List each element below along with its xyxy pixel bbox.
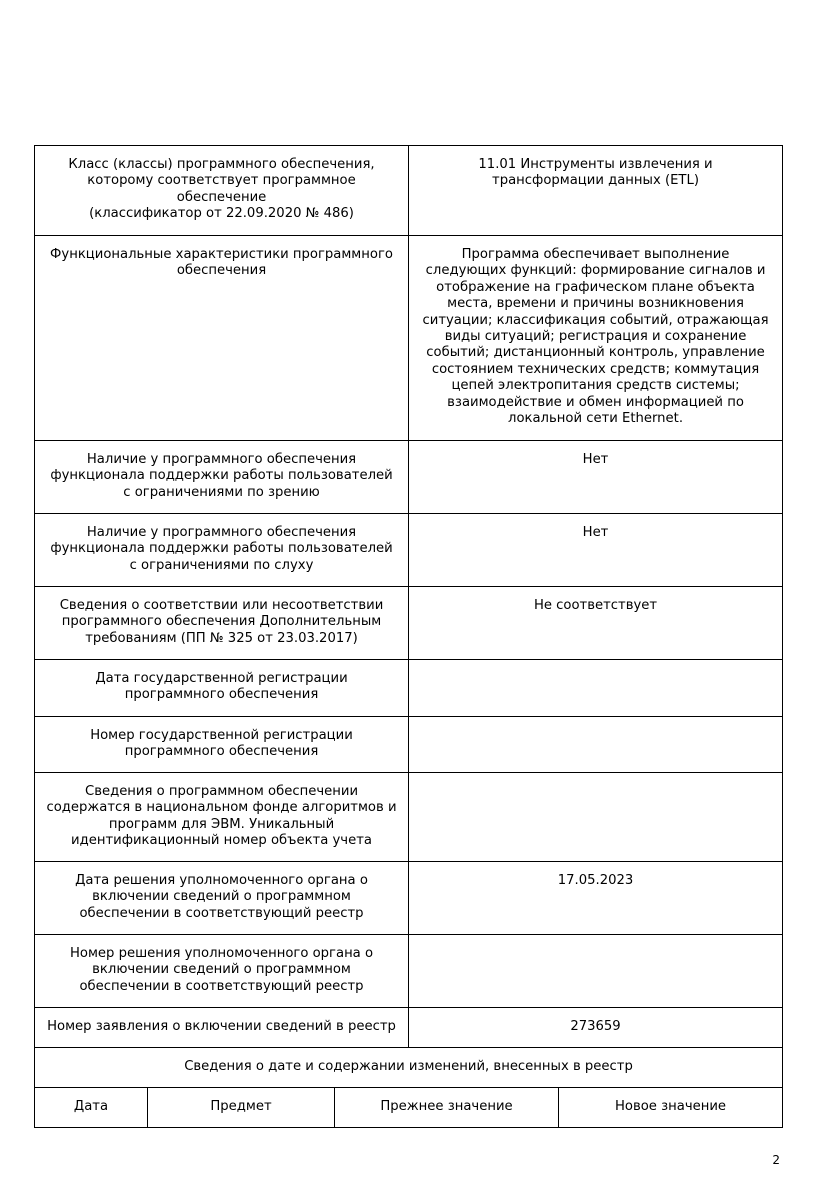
row-value: 17.05.2023	[409, 862, 783, 935]
page-number: 2	[772, 1153, 780, 1167]
row-label: Номер решения уполномоченного органа о включении сведений о программном обеспечении в соответствующий реестр	[35, 935, 409, 1008]
table-row	[35, 587, 783, 660]
row-value: Программа обеспечивает выполнение следующих функций: формирование сигналов и отображение на графическом плане объекта места, времени и причины возникновения ситуации; классификация событий, отражающая виды ситуаций; регистрация и сохранение событий; дистанционный контроль, управление состоянием технических средств; коммутация цепей электропитания средств системы; взаимодействие и обмен информацией по локальной сети Ethernet.	[409, 236, 783, 441]
column-header-old-value: Прежнее значение	[335, 1088, 559, 1128]
row-label: Дата государственной регистрации программного обеспечения	[35, 660, 409, 717]
column-header-subject: Предмет	[148, 1088, 335, 1128]
changes-header-row	[35, 1088, 783, 1128]
row-value: Не соответствует	[409, 587, 783, 660]
row-label: Наличие у программного обеспечения функционала поддержки работы пользователей с ограничениями по слуху	[35, 514, 409, 587]
row-label: Сведения о соответствии или несоответствии программного обеспечения Дополнительным требованиям (ПП № 325 от 23.03.2017)	[35, 587, 409, 660]
row-label: Класс (классы) программного обеспечения, которому соответствует программное обеспечение (классификатор от 22.09.2020 № 486)	[35, 146, 409, 236]
row-value	[409, 717, 783, 773]
table-row	[35, 660, 783, 717]
row-label: Функциональные характеристики программного обеспечения	[35, 236, 409, 441]
table-row	[35, 514, 783, 587]
table-row	[35, 773, 783, 862]
changes-title-row	[35, 1048, 783, 1088]
row-value: Нет	[409, 514, 783, 587]
column-header-new-value: Новое значение	[559, 1088, 783, 1128]
row-label: Номер государственной регистрации программного обеспечения	[35, 717, 409, 773]
table-row	[35, 441, 783, 514]
column-header-date: Дата	[35, 1088, 148, 1128]
row-label: Дата решения уполномоченного органа о включении сведений о программном обеспечении в соответствующий реестр	[35, 862, 409, 935]
table-row	[35, 146, 783, 236]
table-row	[35, 1008, 783, 1048]
row-value: 273659	[409, 1008, 783, 1048]
row-value: 11.01 Инструменты извлечения и трансформации данных (ETL)	[409, 146, 783, 236]
changes-title: Сведения о дате и содержании изменений, внесенных в реестр	[35, 1048, 783, 1088]
row-value	[409, 935, 783, 1008]
row-value: Нет	[409, 441, 783, 514]
row-label: Номер заявления о включении сведений в реестр	[35, 1008, 409, 1048]
row-label: Сведения о программном обеспечении содержатся в национальном фонде алгоритмов и программ для ЭВМ. Уникальный идентификационный номер объекта учета	[35, 773, 409, 862]
table-row	[35, 862, 783, 935]
row-value	[409, 773, 783, 862]
registry-table	[34, 145, 783, 1128]
table-row	[35, 236, 783, 441]
table-row	[35, 935, 783, 1008]
table-row	[35, 717, 783, 773]
row-value	[409, 660, 783, 717]
row-label: Наличие у программного обеспечения функционала поддержки работы пользователей с ограничениями по зрению	[35, 441, 409, 514]
